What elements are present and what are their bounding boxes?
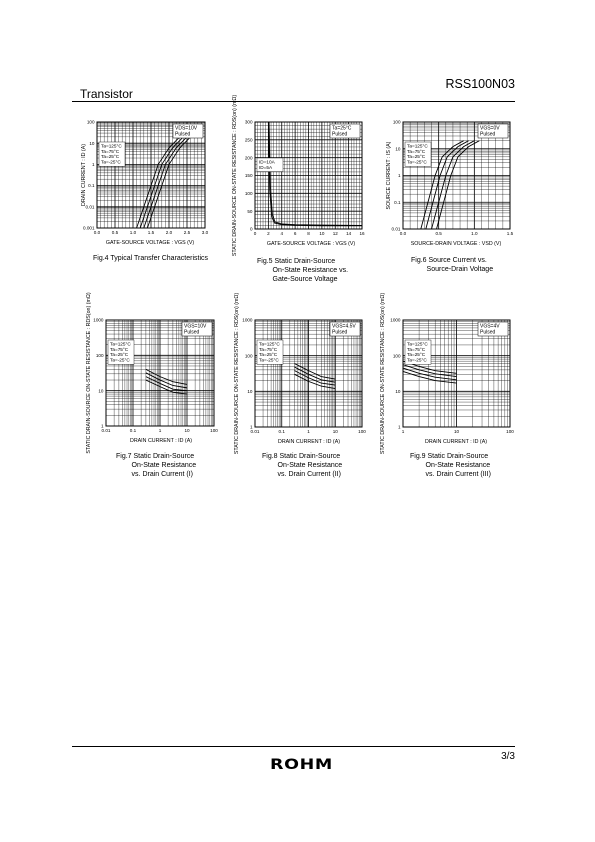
x-axis-label: GATE-SOURCE VOLTAGE : VGS (V) bbox=[105, 240, 195, 246]
y-axis-label: STATIC DRAIN-SOURCE ON-STATE RESISTANCE : RDS(on) (mΩ) bbox=[380, 292, 386, 455]
x-tick-label: 12 bbox=[332, 231, 338, 236]
fig6-caption: Fig.6 Source Current vs. Source-Drain Voltage bbox=[411, 257, 494, 273]
legend-entry: Ta=-25°C bbox=[407, 357, 427, 363]
x-tick-label: 1.0 bbox=[129, 230, 137, 235]
x-tick-label: 100 bbox=[210, 428, 218, 433]
y-tick-label: 10 bbox=[247, 388, 253, 394]
y-tick-label: 10 bbox=[395, 146, 401, 152]
x-tick-label: 6 bbox=[293, 231, 297, 236]
x-tick-label: 1 bbox=[401, 429, 405, 434]
fig4-caption: Fig.4 Typical Transfer Characteristics bbox=[93, 255, 209, 262]
legend-entry: Ta=-25°C bbox=[101, 159, 121, 165]
legend-entry: Ta=75°C bbox=[259, 346, 278, 352]
legend-entry: Ta=75°C bbox=[110, 346, 129, 352]
y-tick-label: 0.001 bbox=[83, 225, 95, 231]
legend-entry: Ta=-25°C bbox=[110, 357, 130, 363]
x-tick-label: 1.5 bbox=[147, 230, 155, 235]
x-tick-label: 0 bbox=[253, 231, 257, 236]
condition-text: VGS=10V bbox=[184, 323, 207, 330]
footer-rule bbox=[72, 746, 515, 747]
x-tick-label: 0.01 bbox=[250, 429, 260, 434]
legend-entry: Ta=75°C bbox=[407, 148, 426, 154]
y-tick-label: 100 bbox=[244, 190, 253, 196]
y-tick-label: 150 bbox=[244, 173, 253, 179]
section-title: Transistor bbox=[80, 87, 133, 101]
legend-entry: Ta=25°C bbox=[407, 352, 426, 358]
condition-text: Pulsed bbox=[175, 131, 191, 138]
y-tick-label: 50 bbox=[247, 208, 253, 214]
y-tick-label: 10 bbox=[395, 388, 401, 394]
condition-text: Pulsed bbox=[480, 131, 496, 138]
y-tick-label: 1 bbox=[397, 424, 401, 430]
legend-entry: Ta=-25°C bbox=[407, 159, 427, 165]
x-tick-label: 10 bbox=[319, 231, 325, 236]
legend-entry: Ta=75°C bbox=[101, 148, 120, 154]
y-tick-label: 1 bbox=[100, 423, 104, 429]
x-tick-label: 10 bbox=[332, 429, 338, 434]
fig9-caption: Fig.9 Static Drain-Source On-State Resistance vs. Drain Current (III) bbox=[410, 453, 491, 478]
x-axis-label: DRAIN CURRENT : ID (A) bbox=[278, 439, 340, 445]
x-tick-label: 100 bbox=[358, 429, 366, 434]
legend-entry: Ta=25°C bbox=[110, 352, 129, 358]
legend-entry: Ta=125°C bbox=[407, 143, 428, 149]
x-tick-label: 3.0 bbox=[201, 230, 209, 235]
condition-text: VGS=0V bbox=[480, 125, 500, 132]
x-tick-label: 0.0 bbox=[399, 231, 407, 236]
x-tick-label: 0.1 bbox=[129, 428, 137, 433]
legend-entry: ID=10A bbox=[259, 159, 275, 165]
y-axis-label: STATIC DRAIN-SOURCE ON-STATE RESISTANCE : RDS(on) (mΩ) bbox=[86, 292, 92, 454]
y-tick-label: 250 bbox=[244, 137, 253, 143]
x-tick-label: 100 bbox=[506, 429, 514, 434]
legend-entry: Ta=25°C bbox=[101, 154, 120, 160]
condition-text: VGS=4V bbox=[480, 323, 500, 330]
legend-entry: Ta=75°C bbox=[407, 346, 426, 352]
y-tick-label: 0 bbox=[249, 226, 253, 232]
x-tick-label: 2 bbox=[267, 231, 270, 236]
x-tick-label: 0.01 bbox=[101, 428, 111, 433]
y-tick-label: 100 bbox=[95, 352, 104, 358]
x-axis-label: DRAIN CURRENT : ID (A) bbox=[130, 438, 192, 444]
y-tick-label: 1000 bbox=[242, 317, 253, 323]
condition-text: Pulsed bbox=[332, 329, 348, 336]
y-tick-label: 100 bbox=[86, 119, 95, 125]
rohm-logo: ROHM bbox=[270, 757, 333, 773]
x-axis-label: SOURCE-DRAIN VOLTAGE : VSD (V) bbox=[410, 241, 502, 247]
y-tick-label: 0.1 bbox=[394, 199, 401, 205]
y-tick-label: 1000 bbox=[93, 317, 104, 323]
y-axis-label: DRAIN CURRENT : ID (A) bbox=[81, 144, 87, 206]
y-tick-label: 0.01 bbox=[391, 226, 401, 232]
legend-entry: ID=5A bbox=[259, 164, 273, 170]
x-tick-label: 0.0 bbox=[93, 230, 101, 235]
condition-text: VDS=10V bbox=[175, 125, 198, 132]
legend-entry: Ta=125°C bbox=[110, 341, 131, 347]
y-axis-label: SOURCE CURRENT : IS (A) bbox=[386, 141, 392, 210]
y-tick-label: 200 bbox=[244, 155, 253, 161]
x-axis-label: DRAIN CURRENT : ID (A) bbox=[425, 439, 487, 445]
x-tick-label: 1.5 bbox=[506, 231, 514, 236]
part-number: RSS100N03 bbox=[445, 77, 515, 91]
y-tick-label: 0.01 bbox=[85, 204, 95, 210]
x-tick-label: 2.0 bbox=[165, 230, 173, 235]
fig5-caption: Fig.5 Static Drain-Source On-State Resistance vs. Gate-Source Voltage bbox=[257, 258, 349, 283]
legend-entry: Ta=125°C bbox=[259, 341, 280, 347]
x-tick-label: 1.0 bbox=[471, 231, 478, 236]
x-tick-label: 4 bbox=[280, 231, 284, 236]
series-line bbox=[403, 371, 457, 383]
condition-text: Ta=25°C bbox=[332, 125, 352, 132]
x-tick-label: 16 bbox=[359, 231, 365, 236]
y-tick-label: 1 bbox=[91, 162, 95, 167]
x-tick-label: 10 bbox=[184, 428, 190, 433]
legend-entry: Ta=125°C bbox=[407, 341, 428, 347]
x-tick-label: 8 bbox=[307, 231, 310, 236]
x-tick-label: 1 bbox=[158, 428, 162, 433]
legend-entry: Ta=25°C bbox=[407, 154, 426, 160]
y-tick-label: 300 bbox=[244, 119, 253, 125]
fig7-caption: Fig.7 Static Drain-Source On-State Resistance vs. Drain Current (I) bbox=[116, 453, 197, 478]
legend-entry: Ta=-25°C bbox=[259, 357, 279, 363]
x-tick-label: 10 bbox=[453, 429, 460, 434]
condition-text: VGS=4.5V bbox=[332, 323, 356, 330]
x-tick-label: 14 bbox=[346, 231, 352, 236]
y-tick-label: 10 bbox=[98, 388, 104, 394]
x-axis-label: GATE-SOURCE VOLTAGE : VGS (V) bbox=[266, 241, 356, 247]
condition-text: Pulsed bbox=[184, 329, 200, 336]
x-tick-label: 1 bbox=[307, 429, 310, 434]
fig8-caption: Fig.8 Static Drain-Source On-State Resistance vs. Drain Current (II) bbox=[262, 453, 343, 478]
legend-entry: Ta=25°C bbox=[259, 352, 278, 358]
y-tick-label: 100 bbox=[392, 119, 401, 125]
legend-entry: Ta=125°C bbox=[101, 143, 122, 149]
y-tick-label: 1000 bbox=[390, 317, 401, 323]
y-tick-label: 1 bbox=[249, 424, 253, 430]
x-tick-label: 2.5 bbox=[183, 230, 191, 235]
condition-text: Pulsed bbox=[480, 329, 496, 336]
page-number: 3/3 bbox=[501, 751, 515, 762]
x-tick-label: 0.5 bbox=[111, 230, 119, 235]
y-tick-label: 0.1 bbox=[88, 183, 95, 189]
condition-text: Pulsed bbox=[332, 131, 348, 138]
x-tick-label: 0.1 bbox=[278, 429, 285, 434]
y-tick-label: 100 bbox=[244, 353, 253, 359]
y-axis-label: STATIC DRAIN-SOURCE ON-STATE RESISTANCE : RDS(on) (mΩ) bbox=[232, 94, 238, 257]
y-tick-label: 10 bbox=[89, 140, 95, 146]
y-axis-label: STATIC DRAIN-SOURCE ON-STATE RESISTANCE : RDS(on) (mΩ) bbox=[234, 292, 240, 455]
y-tick-label: 100 bbox=[392, 353, 401, 359]
x-tick-label: 0.5 bbox=[435, 231, 442, 236]
y-tick-label: 1 bbox=[397, 173, 401, 179]
